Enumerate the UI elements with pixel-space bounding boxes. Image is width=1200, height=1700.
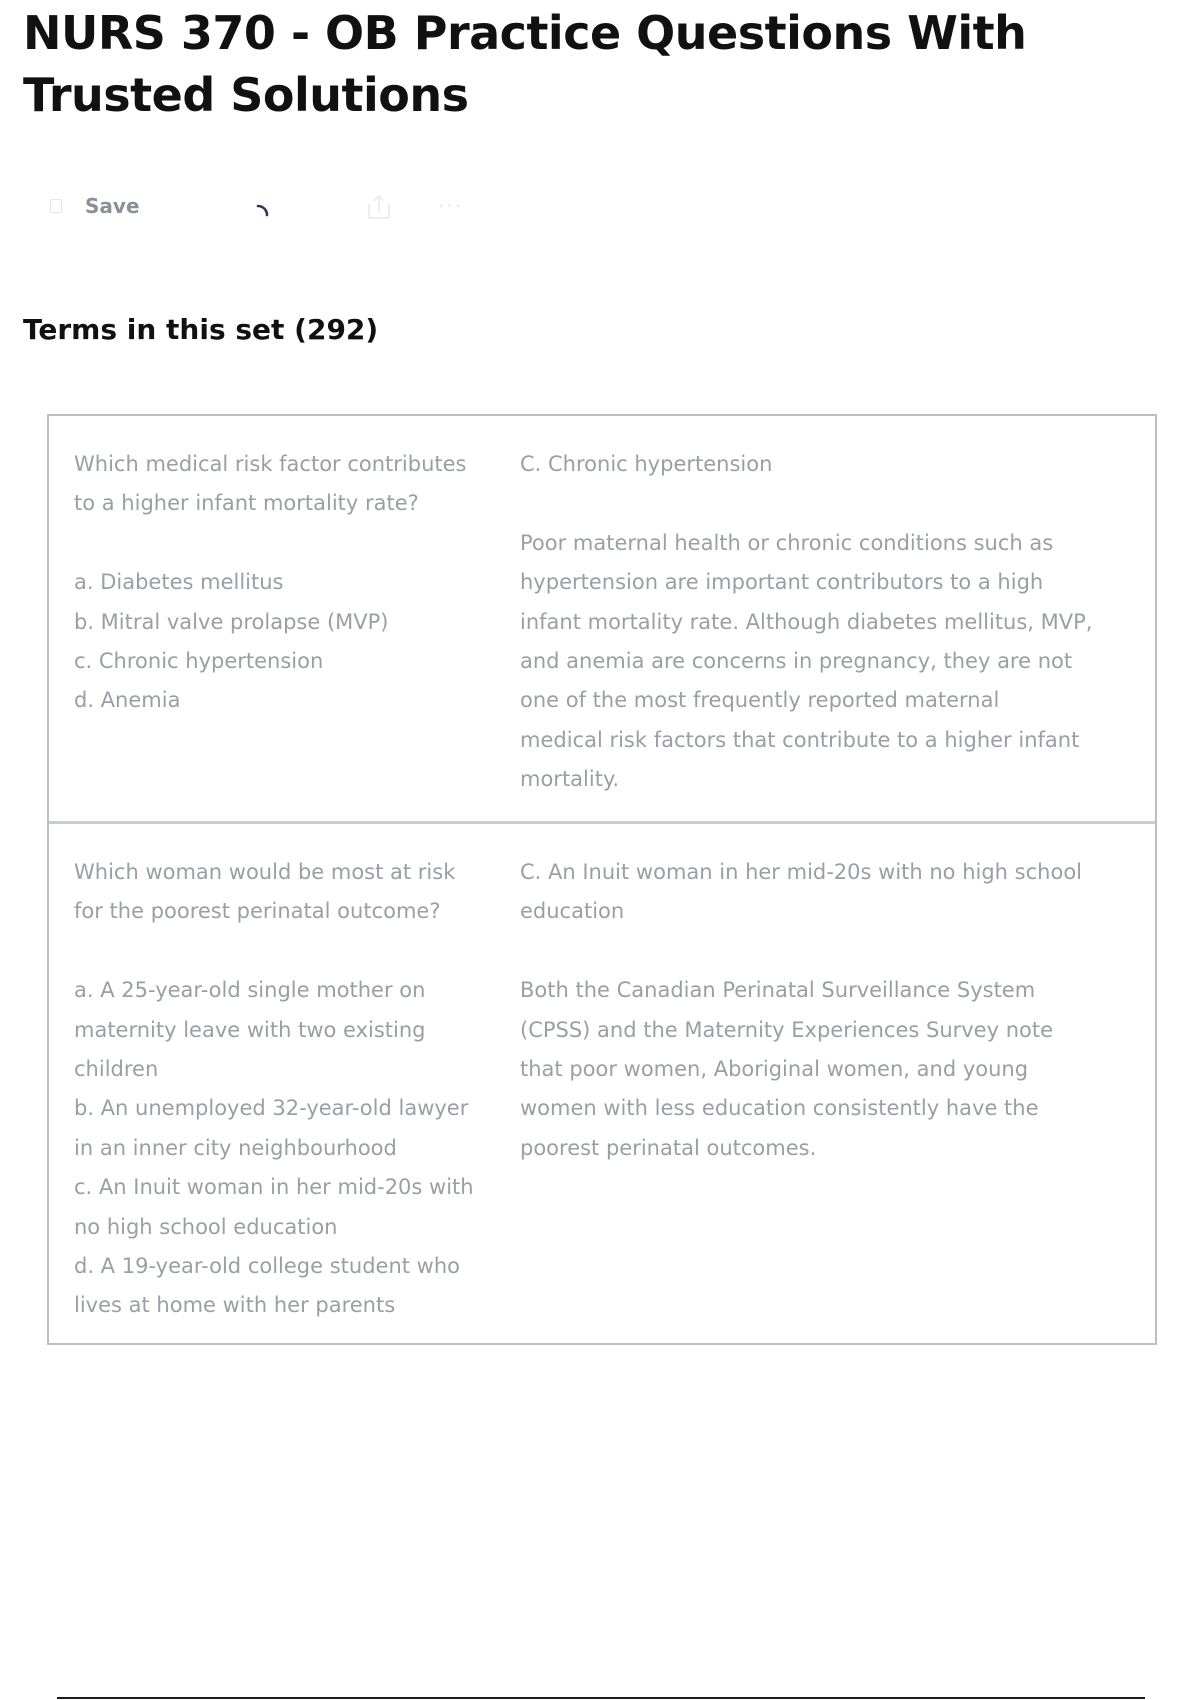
more-options-button[interactable] <box>438 186 463 226</box>
term-card[interactable] <box>49 821 1155 1343</box>
share-button[interactable] <box>364 186 394 226</box>
terms-count-heading: Terms in this set (292) <box>23 313 379 346</box>
loading-spinner-icon <box>240 186 280 226</box>
page-divider <box>57 1697 1145 1699</box>
term-question: Which woman would be most at risk for the poorest perinatal outcome? a. A 25-year-old single mother on maternity leave with two existing children b. An unemployed 32-year-old lawyer in an inner city neighbourhood c. An Inuit woman in her mid-20s with no high school education d. A 19-year-old college student who lives at home with her parents <box>74 860 474 1318</box>
term-list <box>47 414 1157 1345</box>
term-question: Which medical risk factor contributes to a higher infant mortality rate? a. Diabetes mellitus b. Mitral valve prolapse (MVP) c. Chronic hypertension d. Anemia <box>74 452 467 713</box>
more-icon: ··· <box>438 194 464 218</box>
term-card[interactable] <box>49 416 1155 821</box>
share-icon <box>364 186 394 226</box>
term-answer: C. An Inuit woman in her mid-20s with no high school education Both the Canadian Perinatal Surveillance System (CPSS) and the Maternity Experiences Survey note that poor women, Aboriginal women, and young women with less education consistently have the poorest perinatal outcomes. <box>520 860 1082 1160</box>
toolbar <box>50 186 510 226</box>
page-title: NURS 370 - OB Practice Questions With Trusted Solutions <box>23 6 1027 122</box>
spinner-icon <box>240 186 280 226</box>
save-button[interactable] <box>50 186 140 226</box>
bookmark-icon <box>50 199 62 213</box>
term-answer: C. Chronic hypertension Poor maternal health or chronic conditions such as hypertension are important contributors to a high infant mortality rate. Although diabetes mellitus, MVP, and anemia are concerns in pregnancy, they are not one of the most frequently reported maternal medical risk factors that contribute to a higher infant mortality. <box>520 452 1093 792</box>
save-button-label: Save <box>85 194 140 218</box>
